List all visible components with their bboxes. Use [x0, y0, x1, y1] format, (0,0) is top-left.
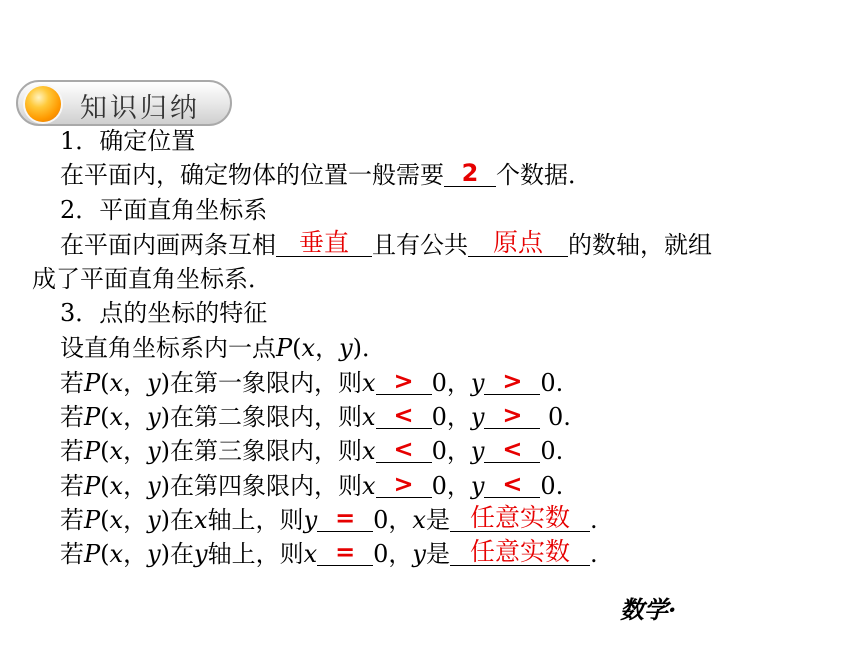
- answer-blank: 垂直: [276, 232, 372, 257]
- heading-1: 1．确定位置: [60, 127, 196, 155]
- axis-row: 若P(x，y)在x轴上，则y = 0，x是 任意实数 .: [60, 503, 598, 534]
- section-badge: [16, 80, 232, 126]
- line-coordinate-system-cont: 成了平面直角坐标系．: [32, 265, 272, 293]
- line-determine-position: 在平面内，确定物体的位置一般需要 2 个数据．: [60, 159, 592, 189]
- answer-blank: [484, 470, 540, 498]
- answer-blank: [376, 367, 432, 395]
- answer-text: <: [393, 401, 414, 429]
- line-coordinate-system: 在平面内画两条互相 垂直 且有公共 原点 的数轴，就组: [60, 228, 712, 259]
- answer-blank: 原点: [468, 232, 568, 257]
- answer-blank: [450, 503, 590, 532]
- quadrant-row: 若P(x，y)在第一象限内，则x > 0，y > 0.: [60, 367, 564, 397]
- answer-text: <: [393, 435, 414, 463]
- answer-text: 任意实数: [469, 503, 570, 532]
- answer-text: >: [393, 367, 414, 395]
- answer-blank: [317, 504, 373, 532]
- answer-blank: [376, 435, 432, 463]
- answer-blank: 2: [444, 162, 496, 187]
- heading-3: 3．点的坐标的特征: [60, 299, 268, 327]
- footer-subject: 数学·: [620, 595, 677, 624]
- answer-text: >: [502, 401, 523, 429]
- answer-text: 任意实数: [469, 537, 570, 566]
- orange-bullet-icon: [25, 86, 61, 122]
- quadrant-row: 若P(x，y)在第四象限内，则x > 0，y < 0.: [60, 470, 564, 500]
- answer-blank: [450, 537, 590, 566]
- answer-text: =: [335, 504, 356, 532]
- answer-blank: [376, 470, 432, 498]
- line-point-def: 设直角坐标系内一点P(x，y)．: [60, 334, 387, 362]
- section-title: 知识归纳: [80, 93, 200, 124]
- axis-row: 若P(x，y)在y轴上，则x = 0，y是 任意实数 .: [60, 537, 598, 568]
- heading-2: 2．平面直角坐标系: [60, 196, 268, 224]
- answer-text: >: [393, 470, 414, 498]
- answer-blank: [317, 538, 373, 566]
- answer-blank: [484, 435, 540, 463]
- answer-blank: [484, 367, 540, 395]
- quadrant-row: 若P(x，y)在第二象限内，则x < 0，y > 0.: [60, 401, 571, 431]
- answer-text: =: [335, 538, 356, 566]
- answer-blank: [484, 401, 540, 429]
- answer-text: >: [502, 367, 523, 395]
- answer-text: <: [502, 435, 523, 463]
- quadrant-row: 若P(x，y)在第三象限内，则x < 0，y < 0.: [60, 435, 564, 465]
- answer-blank: [376, 401, 432, 429]
- answer-text: <: [502, 470, 523, 498]
